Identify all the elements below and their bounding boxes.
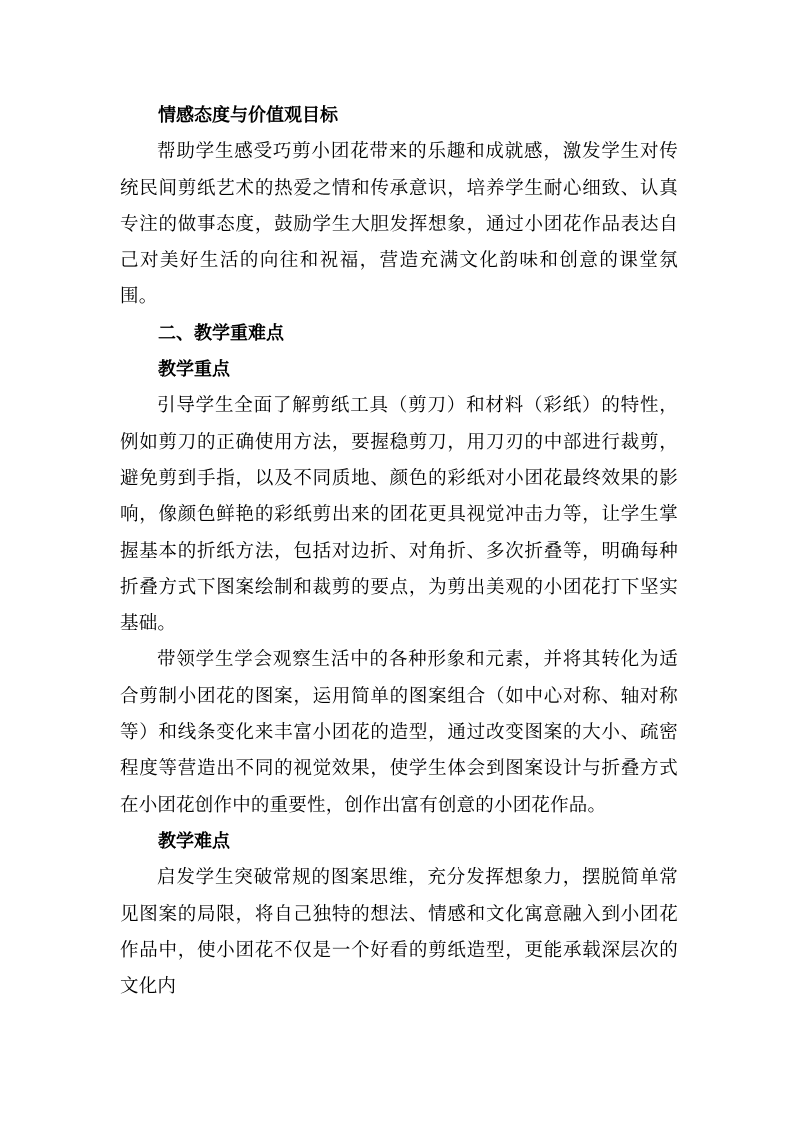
section-heading-key-difficult-points: 二、教学重难点 (158, 322, 284, 344)
paragraph-affective-goals: 帮助学生感受巧剪小团花带来的乐趣和成就感，激发学生对传统民间剪纸艺术的热爱之情和传承意识，培养学生耐心细致、认真专注的做事态度，鼓励学生大胆发挥想象，通过小团花作品表达自己对美好生活的向往和祝福，营造充满文化韵味和创意的课堂氛围。 (120, 141, 678, 308)
paragraph-key-points-tools: 引导学生全面了解剪纸工具（剪刀）和材料（彩纸）的特性，例如剪刀的正确使用方法，要握稳剪刀，用刀刃的中部进行裁剪，避免剪到手指，以及不同质地、颜色的彩纸对小团花最终效果的影响，像颜色鲜艳的彩纸剪出来的团花更具视觉冲击力等，让学生掌握基本的折纸方法，包括对边折、对角折、多次折叠等，明确每种折叠方式下图案绘制和裁剪的要点，为剪出美观的小团花打下坚实基础。 (120, 395, 678, 635)
document-page (120, 98, 678, 1005)
section-heading-affective-goals: 情感态度与价值观目标 (158, 105, 338, 126)
subheading-key-points: 教学重点 (158, 359, 230, 381)
paragraph-difficult-points: 启发学生突破常规的图案思维，充分发挥想象力，摆脱简单常见图案的局限，将自己独特的想法、情感和文化寓意融入到小团花作品中，使小团花不仅是一个好看的剪纸造型，更能承载深层次的文化内 (120, 867, 678, 998)
paragraph-key-points-patterns: 带领学生学会观察生活中的各种形象和元素，并将其转化为适合剪制小团花的图案，运用简单的图案组合（如中心对称、轴对称等）和线条变化来丰富小团花的造型，通过改变图案的大小、疏密程度等营造出不同的视觉效果，使学生体会到图案设计与折叠方式在小团花创作中的重要性，创作出富有创意的小团花作品。 (120, 649, 678, 816)
subheading-difficult-points: 教学难点 (158, 830, 230, 852)
